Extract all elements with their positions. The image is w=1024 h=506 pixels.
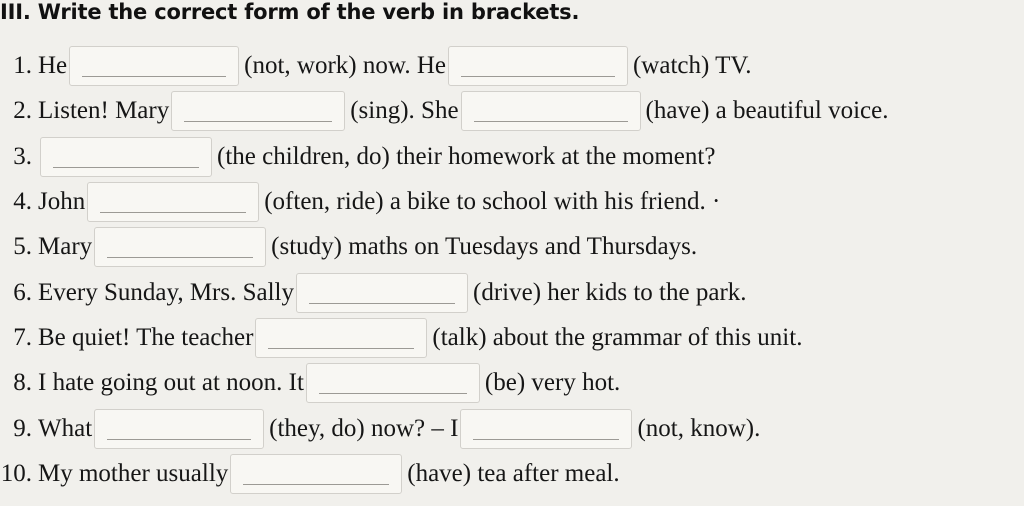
exercise-number: 6. [13, 279, 32, 306]
exercise-text: (drive) her kids to the park. [473, 279, 747, 306]
exercise-row-6 [0, 270, 747, 316]
exercise-row-2 [0, 88, 888, 134]
answer-blank[interactable] [460, 409, 632, 449]
exercise-number: 5. [13, 233, 32, 260]
exercise-text: (be) very hot. [484, 369, 621, 396]
exercise-row-1 [0, 43, 751, 89]
exercise-text: (the children, do) their homework at the moment? [217, 143, 716, 170]
exercise-text: What [38, 415, 93, 442]
exercise-number: 8. [13, 369, 32, 396]
exercise-text: He [38, 52, 68, 79]
exercise-text: John [38, 188, 86, 215]
exercise-text: (not, work) now. He [244, 52, 446, 79]
exercise-text: (they, do) now? – I [269, 415, 459, 442]
exercise-text: (talk) about the grammar of this unit. [432, 324, 803, 351]
exercise-text: (sing). She [350, 97, 459, 124]
section-title: III. Write the correct form of the verb in brackets. [0, 0, 580, 24]
exercise-text: Listen! Mary [38, 97, 170, 124]
exercise-row-4 [0, 179, 720, 225]
exercise-row-7 [0, 315, 802, 361]
answer-blank[interactable] [255, 318, 427, 358]
exercise-text: Every Sunday, Mrs. Sally [38, 279, 294, 306]
exercise-number: 2. [13, 97, 32, 124]
exercise-number: 9. [13, 415, 32, 442]
exercise-text: (have) a beautiful voice. [645, 97, 889, 124]
answer-blank[interactable] [230, 454, 402, 494]
answer-blank[interactable] [94, 227, 266, 267]
exercise-row-10 [0, 451, 620, 497]
answer-blank[interactable] [306, 363, 480, 403]
answer-blank[interactable] [296, 273, 468, 313]
exercise-text: (often, ride) a bike to school with his friend. · [264, 188, 721, 215]
exercise-text: (have) tea after meal. [407, 460, 620, 487]
exercise-text: Mary [38, 233, 93, 260]
exercise-text: I hate going out at noon. It [38, 369, 304, 396]
answer-blank[interactable] [69, 46, 239, 86]
answer-blank[interactable] [40, 137, 212, 177]
exercise-text: My mother usually [38, 460, 229, 487]
answer-blank[interactable] [448, 46, 628, 86]
exercise-number: 1. [13, 52, 32, 79]
exercise-number: 3. [13, 143, 32, 170]
answer-blank[interactable] [94, 409, 264, 449]
exercise-row-5 [0, 224, 697, 270]
answer-blank[interactable] [87, 182, 259, 222]
answer-blank[interactable] [171, 91, 345, 131]
exercise-row-9 [0, 406, 760, 452]
exercise-text: (watch) TV. [632, 52, 752, 79]
exercise-row-8 [0, 360, 620, 406]
exercise-number: 7. [13, 324, 32, 351]
exercise-text: Be quiet! The teacher [38, 324, 254, 351]
exercise-text: (not, know). [637, 415, 761, 442]
exercise-row-3 [0, 134, 715, 180]
answer-blank[interactable] [461, 91, 641, 131]
exercise-number: 4. [13, 188, 32, 215]
exercise-number: 10. [0, 460, 32, 487]
exercise-text: (study) maths on Tuesdays and Thursdays. [271, 233, 698, 260]
